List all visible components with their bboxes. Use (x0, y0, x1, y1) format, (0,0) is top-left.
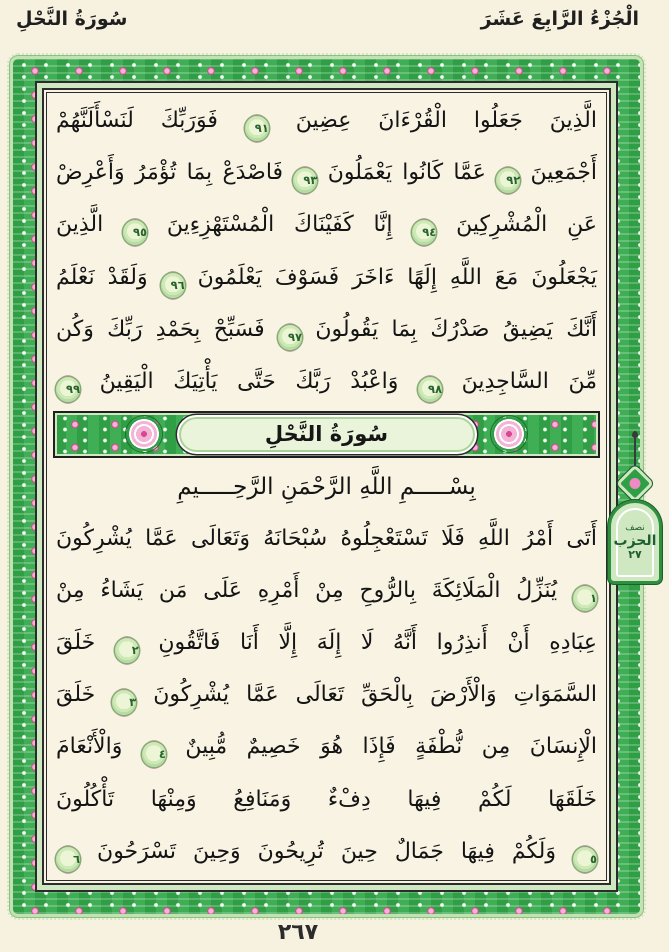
verse-number-medallion: ٩٤ (412, 220, 436, 245)
quran-text: وَلَكُمْ فِيهَا جَمَالٌ حِينَ تُرِيحُونَ وَحِينَ تَسْرَحُونَ (97, 838, 556, 864)
quran-text: فَسَبِّحْ بِحَمْدِ رَبِّكَ وَكُن (56, 316, 265, 342)
quran-text-panel (42, 88, 611, 885)
quran-line (53, 617, 600, 669)
quran-text: أَنَّكَ يَضِيقُ صَدْرُكَ بِمَا يَقُولُونَ (315, 316, 597, 342)
verse-number-medallion: ٣ (112, 690, 136, 715)
quran-rows (53, 95, 600, 878)
hizb-number: ٢٧ (628, 548, 642, 562)
verse-number-medallion: ١ (573, 586, 597, 611)
rosette-icon (126, 416, 162, 452)
quran-text: خَلَقَهَا لَكُمْ فِيهَا دِفْءٌ وَمَنَافِعُ وَمِنْهَا تَأْكُلُونَ (56, 786, 597, 812)
quran-text: أَتَى أَمْرُ اللَّهِ فَلَا تَسْتَعْجِلُوهُ سُبْحَانَهُ وَتَعَالَى عَمَّا يُشْرِكُونَ (56, 525, 597, 551)
quran-line (53, 95, 600, 147)
juz-header-label: الْجُزْءُ الرَّابِعَ عَشَرَ (480, 8, 639, 30)
quran-text: إِنَّا كَفَيْنَاكَ الْمُسْتَهْزِءِينَ (166, 212, 393, 238)
quran-text: الْإِنسَانَ مِن نُّطْفَةٍ فَإِذَا هُوَ خَصِيمٌ مُّبِينٌ (185, 734, 598, 760)
quran-line (53, 774, 600, 826)
verse-number-medallion: ٥ (573, 847, 597, 872)
quran-line (53, 721, 600, 773)
quran-text: مِّنَ السَّاجِدِينَ (461, 369, 598, 395)
quran-text: وَاعْبُدْ رَبَّكَ حَتَّى يَأْتِيَكَ الْيَقِينُ (99, 369, 399, 395)
hizb-word-label: الحزب (613, 533, 657, 550)
quran-line (53, 826, 600, 878)
quran-text: أَجْمَعِينَ (530, 160, 597, 186)
surah-band-row (53, 408, 600, 460)
verse-number-medallion: ٢ (115, 638, 139, 663)
quran-line (53, 304, 600, 356)
rosette-icon (491, 416, 527, 452)
hizb-finial-icon (616, 464, 654, 502)
quran-line (53, 513, 600, 565)
quran-text: الَّذِينَ (56, 212, 104, 238)
verse-number-medallion: ٤ (142, 742, 166, 767)
verse-number-medallion: ٩٦ (161, 273, 185, 298)
verse-number-medallion: ٩٩ (56, 377, 80, 402)
quran-line (53, 252, 600, 304)
verse-number-medallion: ٩٣ (293, 168, 317, 193)
hizb-marker (605, 434, 665, 586)
hizb-dome-inner (613, 508, 657, 577)
quran-line (53, 199, 600, 251)
quran-text: الَّذِينَ جَعَلُوا الْقُرْءَانَ عِضِينَ (295, 108, 597, 133)
quran-text: عَنِ الْمُشْرِكِينَ (456, 212, 597, 238)
verse-number-medallion: ٦ (56, 847, 80, 872)
page-number: ٢٦٧ (277, 920, 319, 945)
quran-line (53, 147, 600, 199)
surah-title-band (53, 411, 600, 458)
quran-text: وَلَقَدْ نَعْلَمُ (56, 264, 148, 290)
verse-number-medallion: ٩٧ (278, 325, 302, 350)
quran-text: خَلَقَ (56, 630, 96, 656)
quran-text: فَوَرَبِّكَ لَنَسْأَلَنَّهُمْ (56, 108, 218, 133)
quran-text: يُنَزِّلُ الْمَلَائِكَةَ بِالرُّوحِ مِنْ أَمْرِهِ عَلَى مَن يَشَاءُ مِنْ (56, 577, 558, 603)
surah-title-text: سُورَةُ النَّحْلِ (264, 422, 389, 447)
quran-text: خَلَقَ (56, 682, 96, 708)
quran-line (53, 565, 600, 617)
verse-number-medallion: ٩٢ (496, 168, 520, 193)
quran-text: وَالْأَنْعَامَ (56, 734, 123, 760)
quran-line (53, 669, 600, 721)
hizb-dome (608, 500, 662, 584)
quran-text: يَجْعَلُونَ مَعَ اللَّهِ إِلَهًا ءَاخَرَ فَسَوْفَ يَعْلَمُونَ (197, 264, 597, 290)
surah-title-cartouche (177, 415, 477, 454)
verse-number-medallion: ٩١ (245, 116, 269, 141)
surah-header-label: سُورَةُ النَّحْلِ (16, 8, 128, 30)
quran-text: السَّمَوَاتِ وَالْأَرْضَ بِالْحَقِّ تَعَالَى عَمَّا يُشْرِكُونَ (153, 682, 598, 708)
inner-frame-band (35, 81, 618, 892)
quran-text: عِبَادِهِ أَنْ أَنذِرُوا أَنَّهُ لَا إِلَهَ إِلَّا أَنَا فَاتَّقُونِ (158, 630, 597, 656)
hizb-half-label: نصف (625, 522, 645, 533)
quran-line (53, 356, 600, 408)
verse-number-medallion: ٩٥ (123, 220, 147, 245)
quran-text: عَمَّا كَانُوا يَعْمَلُونَ (327, 160, 486, 186)
bismillah-text: بِسْـــــمِ اللَّهِ الرَّحْمَنِ الرَّحِـــــيمِ (177, 473, 476, 500)
hizb-marker-stem (634, 436, 636, 470)
quran-text: فَاصْدَعْ بِمَا تُؤْمَرُ وَأَعْرِضْ (56, 160, 284, 186)
verse-number-medallion: ٩٨ (418, 377, 442, 402)
ornate-border-frame (10, 56, 643, 917)
